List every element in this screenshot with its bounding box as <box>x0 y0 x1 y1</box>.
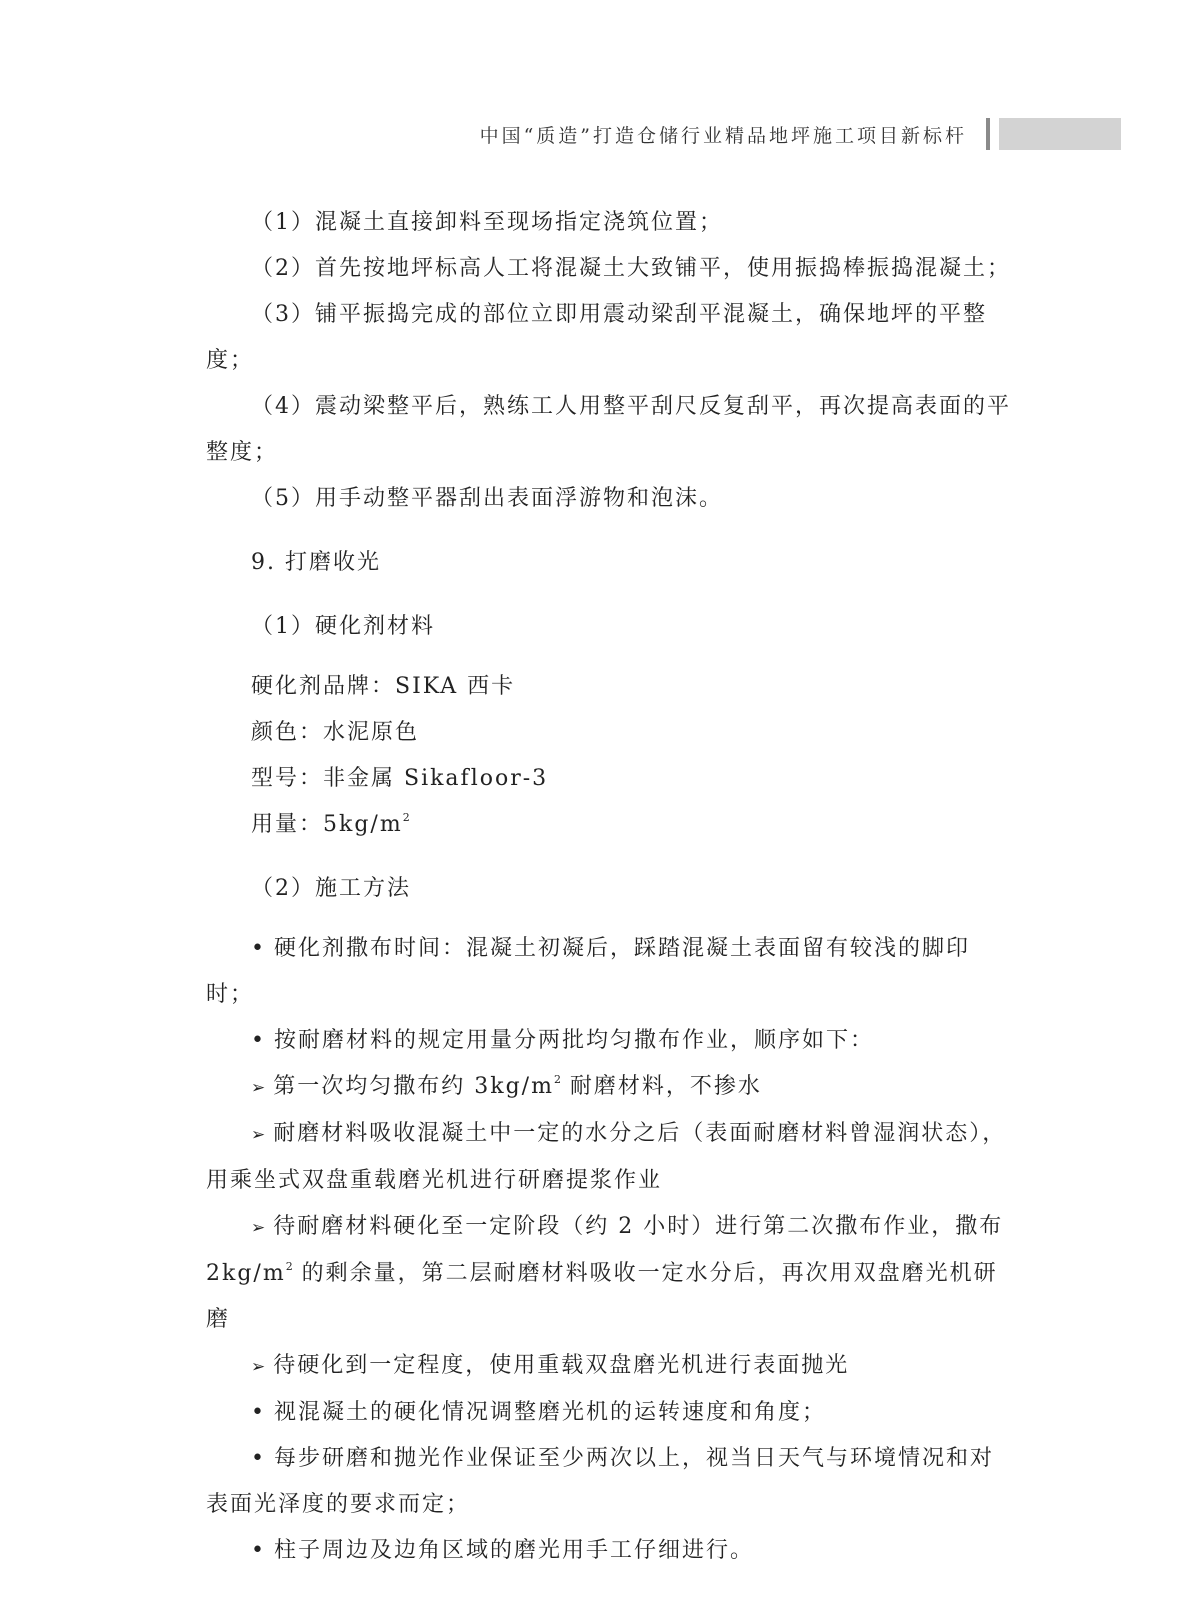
spec-brand: 硬化剂品牌：SIKA 西卡 <box>251 674 516 699</box>
section-9-heading: 9. 打磨收光 <box>251 550 381 575</box>
superscript-2: 2 <box>553 1073 561 1086</box>
arrow-item-text: 第一次均匀撒布约 3kg/m <box>273 1074 554 1099</box>
step-4: （4）震动梁整平后，熟练工人用整平刮尺反复刮平，再次提高表面的平整度； <box>206 394 1011 465</box>
usage-text: 用量：5kg/m <box>251 812 403 837</box>
sub-heading-materials: （1）硬化剂材料 <box>251 614 435 639</box>
step-3: （3）铺平振捣完成的部位立即用震动梁刮平混凝土，确保地坪的平整度； <box>206 302 987 373</box>
step-2: （2）首先按地坪标高人工将混凝土大致铺平，使用振捣棒振捣混凝土； <box>251 256 1011 281</box>
superscript-2: 2 <box>402 811 410 824</box>
arrow-item: ➢ 耐磨材料吸收混凝土中一定的水分之后（表面耐磨材料曾湿润状态），用乘坐式双盘重载磨光机进行研磨提浆作业 <box>206 1111 1016 1204</box>
arrow-item-text: 待耐磨材料硬化至一定阶段（约 2 小时）进行第二次撒布作业，撒布 2kg/m <box>206 1214 1004 1286</box>
step-5: （5）用手动整平器刮出表面浮游物和泡沫。 <box>251 486 723 511</box>
bullet-item: • 视混凝土的硬化情况调整磨光机的运转速度和角度； <box>206 1390 1016 1436</box>
superscript-2: 2 <box>285 1260 293 1273</box>
arrow-item-text: 耐磨材料，不掺水 <box>560 1074 762 1099</box>
arrow-item: ➢ 待硬化到一定程度，使用重载双盘磨光机进行表面抛光 <box>206 1343 1016 1390</box>
spec-color: 颜色：水泥原色 <box>251 720 420 745</box>
arrow-item <box>206 1064 1016 1111</box>
sub-heading-method: （2）施工方法 <box>251 876 411 901</box>
bullet-item: • 硬化剂撒布时间：混凝土初凝后，踩踏混凝土表面留有较浅的脚印时； <box>206 926 1016 1018</box>
arrow-item-text: 的剩余量，第二层耐磨材料吸收一定水分后，再次用双盘磨光机研磨 <box>206 1261 998 1332</box>
header-gray-block <box>999 118 1121 150</box>
header-divider <box>986 118 990 150</box>
page-body <box>206 200 1016 1574</box>
running-header-title: 中国“质造”打造仓储行业精品地坪施工项目新标杆 <box>479 125 967 147</box>
spec-usage <box>206 802 1016 848</box>
arrow-item <box>206 1204 1016 1343</box>
bullet-item: • 柱子周边及边角区域的磨光用手工仔细进行。 <box>206 1528 1016 1574</box>
spec-model: 型号：非金属 Sikafloor-3 <box>251 766 549 791</box>
bullet-item: • 按耐磨材料的规定用量分两批均匀撒布作业，顺序如下： <box>206 1018 1016 1064</box>
step-1: （1）混凝土直接卸料至现场指定浇筑位置； <box>251 210 723 235</box>
bullet-item: • 每步研磨和抛光作业保证至少两次以上，视当日天气与环境情况和对表面光泽度的要求而定； <box>206 1436 1016 1528</box>
